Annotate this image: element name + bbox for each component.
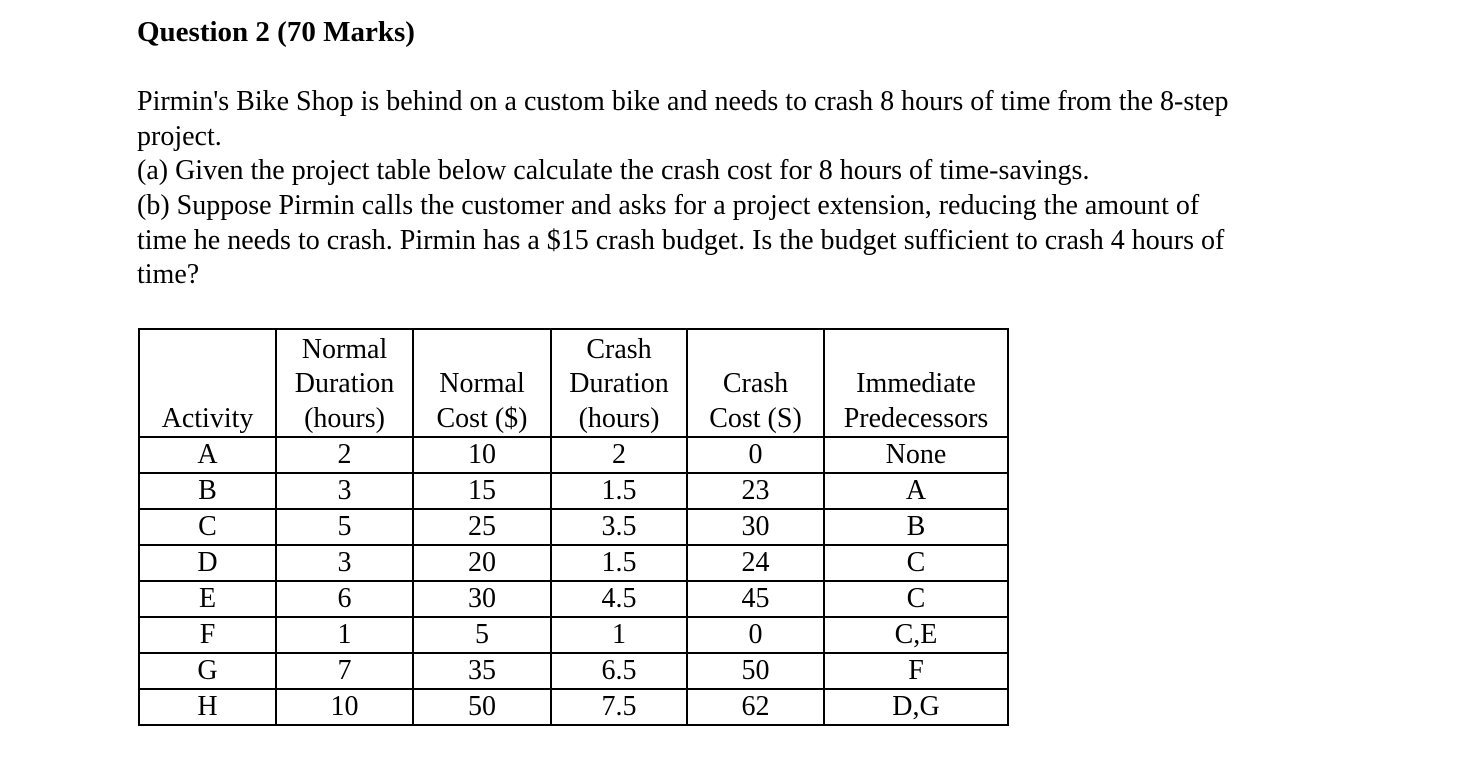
header-line: (hours) [578,402,660,434]
cell-predecessors: F [824,653,1008,689]
cell-predecessors: C,E [824,617,1008,653]
header-line: Normal [301,333,388,365]
cell-predecessors: C [824,545,1008,581]
cell-normal-cost: 50 [413,689,551,725]
cell-crash-duration: 7.5 [551,689,687,725]
table-header-row [139,329,1008,437]
question-part-b-line-2: time he needs to crash. Pirmin has a $15 crash budget. Is the budget sufficient to crash 4 hours of [137,225,1225,256]
cell-normal-duration: 5 [276,509,413,545]
cell-normal-duration: 3 [276,545,413,581]
header-line: Activity [161,402,254,434]
question-text-line-1: Pirmin's Bike Shop is behind on a custom bike and needs to crash 8 hours of time from the 8-step [137,86,1229,117]
cell-predecessors: C [824,581,1008,617]
header-normal-duration [276,329,413,437]
cell-normal-duration: 1 [276,617,413,653]
header-line: Crash [586,333,652,365]
cell-predecessors: D,G [824,689,1008,725]
header-normal-cost [413,329,551,437]
header-crash-cost [687,329,824,437]
cell-normal-duration: 6 [276,581,413,617]
cell-crash-cost: 0 [687,437,824,473]
cell-crash-duration: 2 [551,437,687,473]
question-text-line-2: project. [137,121,222,152]
header-activity [139,329,276,437]
question-part-b-line-3: time? [137,259,200,290]
cell-activity: H [139,689,276,725]
cell-crash-duration: 6.5 [551,653,687,689]
cell-normal-duration: 10 [276,689,413,725]
header-line: Immediate [856,368,976,399]
cell-crash-duration: 4.5 [551,581,687,617]
cell-crash-cost: 0 [687,617,824,653]
cell-crash-duration: 1.5 [551,473,687,509]
question-part-b-line-1: (b) Suppose Pirmin calls the customer and asks for a project extension, reducing the amount of [137,190,1200,221]
cell-normal-cost: 30 [413,581,551,617]
cell-normal-cost: 35 [413,653,551,689]
cell-crash-cost: 23 [687,473,824,509]
cell-normal-cost: 10 [413,437,551,473]
header-line: Duration [569,368,669,399]
header-line: Crash [722,368,789,399]
cell-activity: D [139,545,276,581]
header-line: Predecessors [843,402,989,434]
cell-normal-cost: 20 [413,545,551,581]
question-heading: Question 2 (70 Marks) [137,16,415,48]
header-line: Cost ($) [436,402,528,434]
cell-normal-duration: 3 [276,473,413,509]
table-row [139,545,1008,581]
table-row [139,473,1008,509]
cell-normal-cost: 5 [413,617,551,653]
cell-activity: G [139,653,276,689]
table-row [139,437,1008,473]
cell-crash-duration: 3.5 [551,509,687,545]
cell-activity: B [139,473,276,509]
table-row [139,617,1008,653]
cell-crash-cost: 62 [687,689,824,725]
header-immediate-predecessors [824,329,1008,437]
table-row [139,653,1008,689]
cell-activity: E [139,581,276,617]
cell-activity: C [139,509,276,545]
cell-crash-cost: 24 [687,545,824,581]
project-table-body [139,329,1008,725]
cell-normal-duration: 7 [276,653,413,689]
cell-crash-duration: 1.5 [551,545,687,581]
header-line: (hours) [304,402,385,434]
header-line: Cost (S) [709,402,802,434]
cell-predecessors: None [824,437,1008,473]
header-line: Normal [439,368,525,399]
cell-activity: F [139,617,276,653]
question-part-a: (a) Given the project table below calculate the crash cost for 8 hours of time-savings. [137,155,1090,186]
cell-crash-cost: 45 [687,581,824,617]
cell-normal-cost: 15 [413,473,551,509]
cell-normal-duration: 2 [276,437,413,473]
cell-crash-cost: 50 [687,653,824,689]
cell-predecessors: A [824,473,1008,509]
header-line: Duration [294,368,395,399]
project-table [138,328,1009,726]
cell-normal-cost: 25 [413,509,551,545]
table-row [139,509,1008,545]
table-row [139,689,1008,725]
cell-crash-cost: 30 [687,509,824,545]
header-crash-duration [551,329,687,437]
cell-activity: A [139,437,276,473]
cell-crash-duration: 1 [551,617,687,653]
table-row [139,581,1008,617]
cell-predecessors: B [824,509,1008,545]
